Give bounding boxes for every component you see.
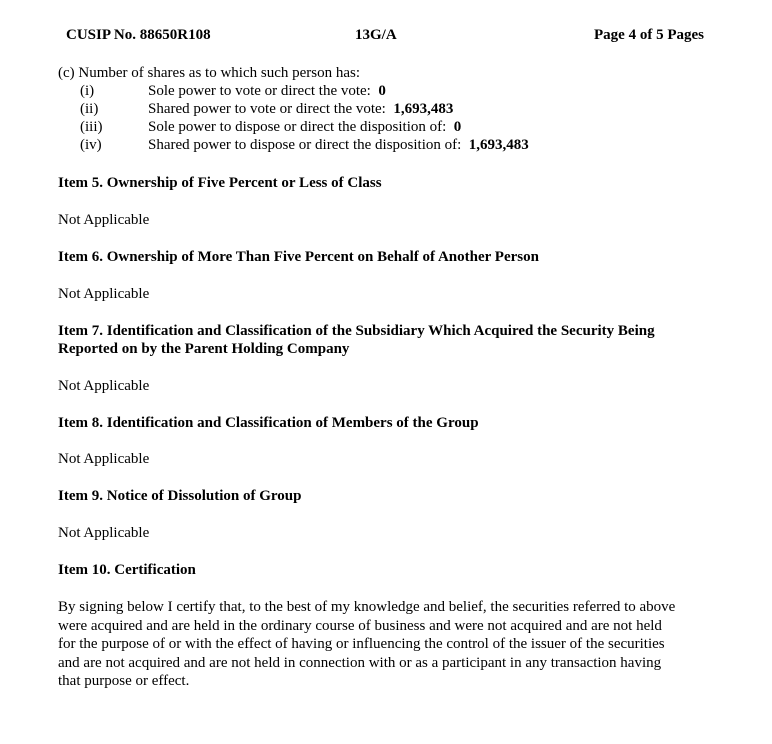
certification-line: were acquired and are held in the ordinary course of business and were not acquired and are not held — [58, 617, 662, 634]
item-10-heading: Item 10. Certification — [58, 562, 196, 578]
item-6-heading: Item 6. Ownership of More Than Five Percent on Behalf of Another Person — [58, 249, 539, 265]
certification-line: for the purpose of or with the effect of having or influencing the control of the issuer of the securities — [58, 636, 665, 653]
certification-line: and are not acquired and are not held in connection with or as a participant in any transaction having — [58, 654, 662, 671]
item-9-heading: Item 9. Notice of Dissolution of Group — [58, 488, 302, 504]
shares-row-number: (i) — [80, 83, 95, 99]
form-type: 13G/A — [355, 27, 397, 43]
shares-row-text — [148, 82, 386, 100]
item-5-body: Not Applicable — [58, 212, 150, 228]
certification-line: that purpose or effect. — [58, 673, 190, 690]
shares-intro: (c) Number of shares as to which such person has: — [58, 65, 360, 81]
certification-text — [58, 598, 728, 691]
shares-row-value: 0 — [378, 83, 386, 99]
item-7-heading-line1: Item 7. Identification and Classification of the Subsidiary Which Acquired the Security Being — [58, 323, 655, 339]
certification-line: By signing below I certify that, to the best of my knowledge and belief, the securities referred to above — [58, 599, 676, 615]
shares-row-number: (ii) — [80, 101, 99, 117]
item-8-body: Not Applicable — [58, 451, 150, 467]
shares-row-text — [148, 118, 461, 136]
item-7-body: Not Applicable — [58, 378, 150, 394]
shares-row-text — [148, 136, 529, 154]
cusip-number: CUSIP No. 88650R108 — [66, 27, 211, 43]
shares-row-label: Shared power to dispose or direct the disposition of: — [148, 137, 462, 153]
item-8-heading: Item 8. Identification and Classification of Members of the Group — [58, 415, 479, 431]
shares-row-text — [148, 100, 453, 118]
item-9-body: Not Applicable — [58, 525, 150, 541]
shares-row-value: 1,693,483 — [393, 101, 454, 117]
item-7-heading-line2: Reported on by the Parent Holding Company — [58, 341, 350, 357]
item-5-heading: Item 5. Ownership of Five Percent or Less of Class — [58, 175, 382, 191]
shares-row-label: Sole power to vote or direct the vote: — [148, 83, 371, 99]
item-6-body: Not Applicable — [58, 286, 150, 302]
shares-row-value: 1,693,483 — [468, 137, 529, 153]
shares-row-number: (iv) — [80, 137, 102, 153]
page-number: Page 4 of 5 Pages — [594, 27, 704, 43]
shares-row-label: Shared power to vote or direct the vote: — [148, 101, 386, 117]
shares-row-number: (iii) — [80, 119, 103, 135]
shares-row-value: 0 — [453, 119, 462, 135]
shares-row-label: Sole power to dispose or direct the disposition of: — [148, 119, 447, 135]
